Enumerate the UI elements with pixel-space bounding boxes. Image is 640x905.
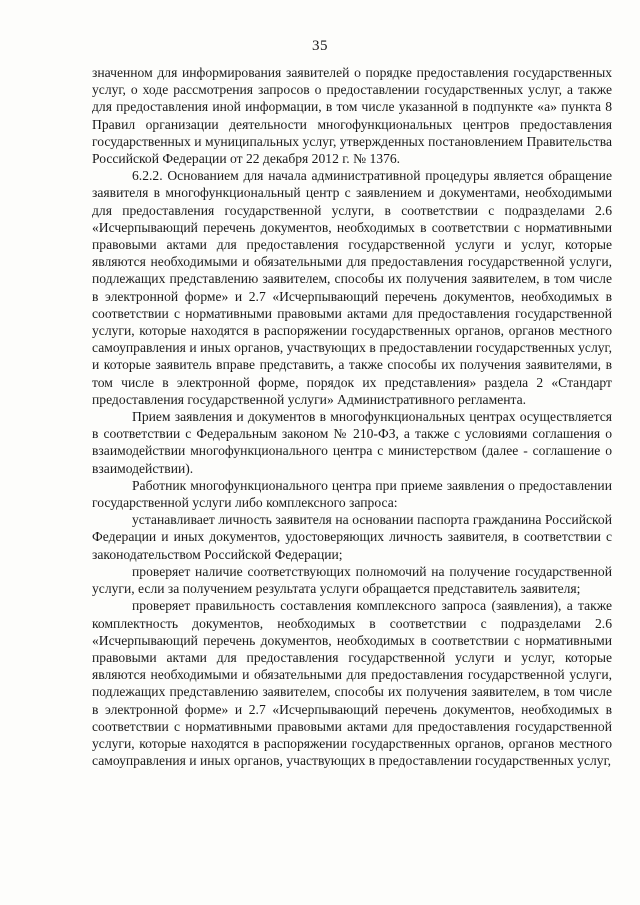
paragraph-application-reception: Прием заявления и документов в многофункциональных центрах осуществляется в соответствии с Федеральным законом № 210-ФЗ, а также с условиями соглашения о взаимодействии многофункционального центра с министерством (далее - соглашение о взаимодействии). <box>92 409 612 476</box>
paragraph-continuation: значенном для информирования заявителей о порядке предоставления государственных услуг, о ходе рассмотрения запросов о предоставлении государственных услуг, а также для предоставления иной информации, в том числе указанной в подпункте «а» пункта 8 Правил организации деятельности многофункциональных центров предоставления государственных и муниципальных услуг, утвержденных постановлением Правительства Российской Федерации от 22 декабря 2012 г. № 1376. <box>92 65 612 167</box>
paragraph-6-2-2: 6.2.2. Основанием для начала административной процедуры является обращение заявителя в многофункциональный центр с заявлением и документами, необходимыми для предоставления государственной услуги, в соответствии с подразделами 2.6 «Исчерпывающий перечень документов, необходимых в соответствии с нормативными правовыми актами для предоставления государственной услуги и услуг, которые являются необходимыми и обязательными для предоставления государственной услуги, подлежащих представлению заявителем, способы их получения заявителем, в том числе в электронной форме» и 2.7 «Исчерпывающий перечень документов, необходимых в соответствии с нормативными правовыми актами для предоставления государственной услуги, которые находятся в распоряжении государственных органов, органов местного самоуправления и иных органов, участвующих в предоставлении государственных услуг, и которые заявитель вправе представить, а также способы их получения заявителями, в том числе в электронной форме, порядок их представления» раздела 2 «Стандарт предоставления государственной услуги» Административного регламента. <box>92 168 612 407</box>
paragraph-identity-check: устанавливает личность заявителя на основании паспорта гражданина Российской Федерации и иных документов, удостоверяющих личность заявителя, в соответствии с законодательством Российской Федерации; <box>92 512 612 562</box>
paragraph-completeness-check: проверяет правильность составления комплексного запроса (заявления), а также комплектность документов, необходимых в соответствии с подразделами 2.6 «Исчерпывающий перечень документов, необходимых в соответствии с нормативными правовыми актами для предоставления государственной услуги и услуг, которые являются необходимыми и обязательными для предоставления государственной услуги, подлежащих представлению заявителем, способы их получения заявителем, в том числе в электронной форме» и 2.7 «Исчерпывающий перечень документов, необходимых в соответствии с нормативными правовыми актами для предоставления государственной услуги, которые находятся в распоряжении государственных органов, органов местного самоуправления и иных органов, участвующих в предоставлении государственных услуг, <box>92 598 612 769</box>
page-number: 35 <box>312 38 328 54</box>
document-body <box>92 64 612 769</box>
paragraph-worker-duties-intro: Работник многофункционального центра при приеме заявления о предоставлении государственной услуги либо комплексного запроса: <box>92 477 612 511</box>
paragraph-authority-check: проверяет наличие соответствующих полномочий на получение государственной услуги, если за получением результата услуги обращается представитель заявителя; <box>92 563 612 597</box>
